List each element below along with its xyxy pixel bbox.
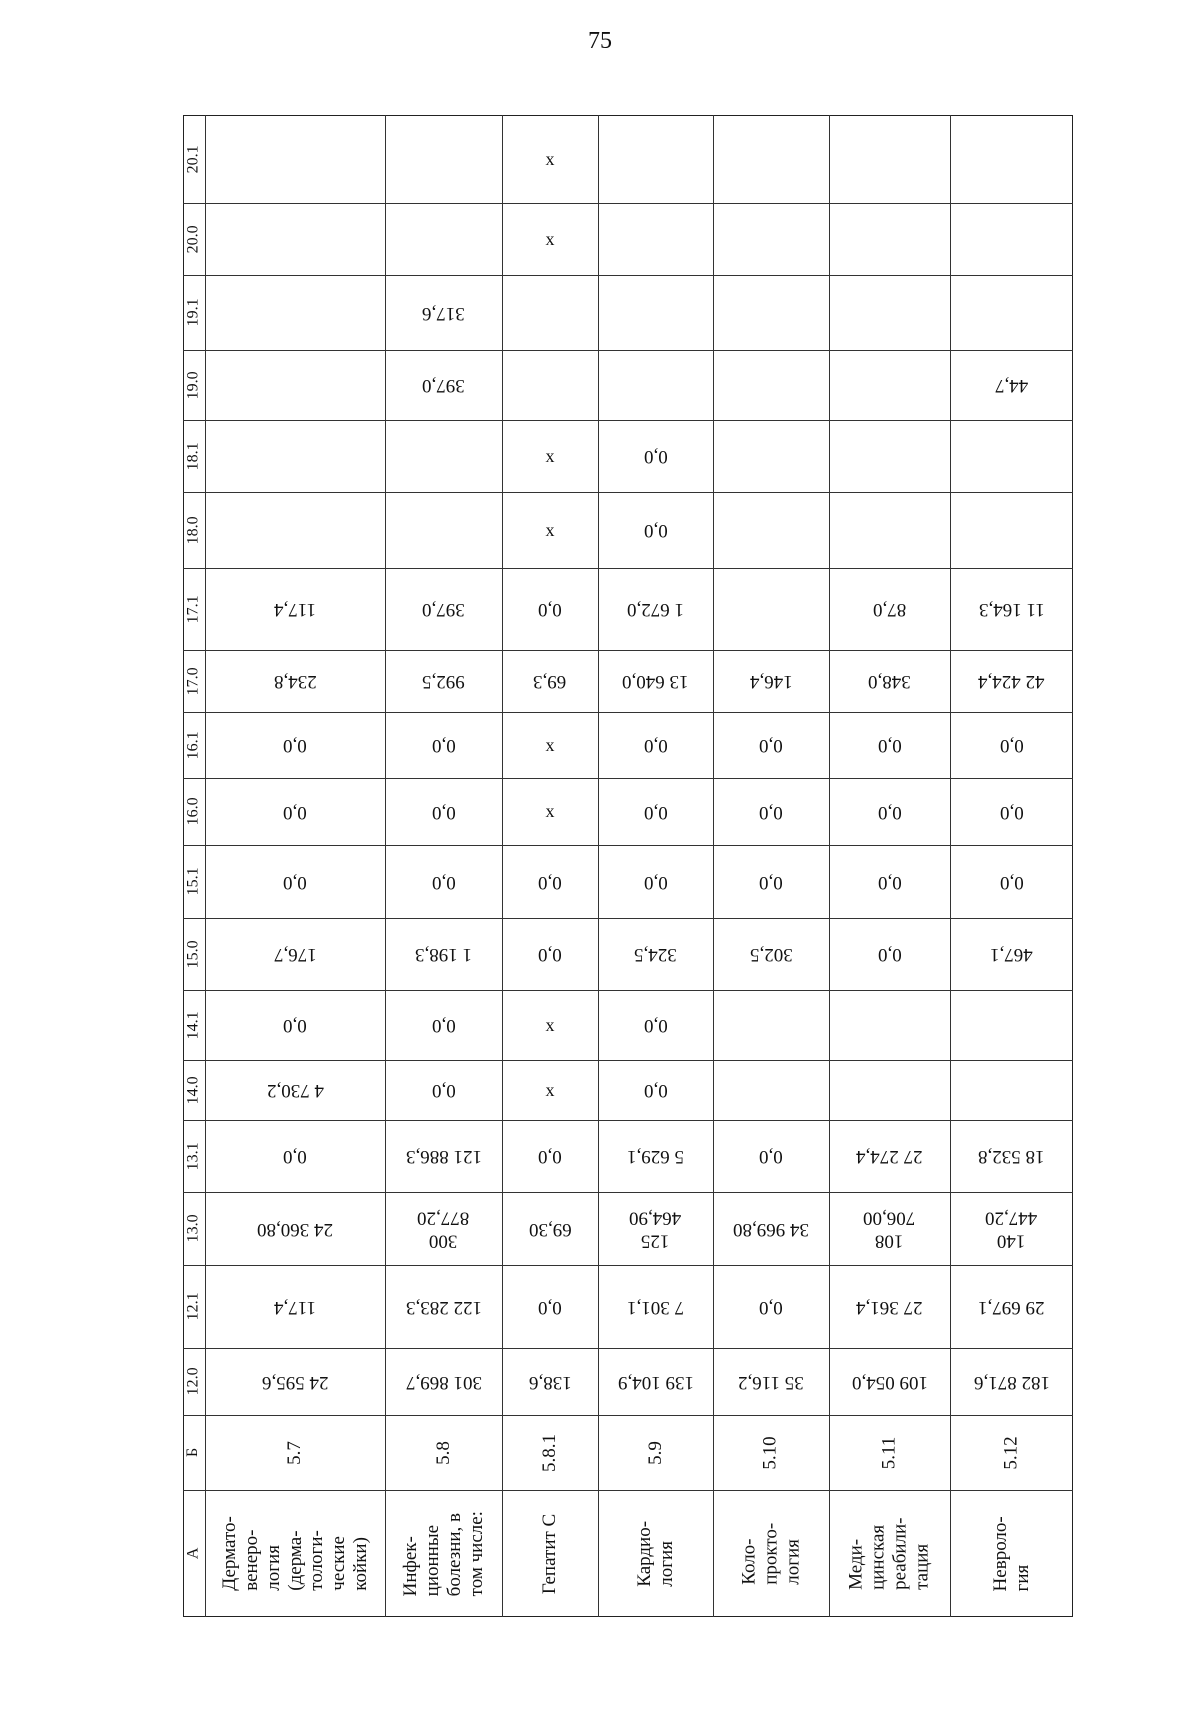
table-cell-text: 108 706,00 bbox=[863, 1207, 916, 1252]
column-header-16-0-text: 16.0 bbox=[184, 797, 202, 826]
table-cell-text: 29 697,1 bbox=[978, 1296, 1045, 1318]
table-cell-text: 176,7 bbox=[273, 943, 317, 965]
column-header-15-0 bbox=[183, 918, 205, 990]
table-cell bbox=[205, 568, 385, 650]
table-cell-text: 24 360,80 bbox=[257, 1218, 333, 1240]
table-cell bbox=[502, 1120, 598, 1192]
table-cell-text: 0,0 bbox=[759, 871, 783, 893]
table-cell-text: 0,0 bbox=[431, 1079, 456, 1101]
row-code bbox=[502, 1415, 598, 1490]
table-cell-text: 397,0 bbox=[422, 598, 465, 620]
table-cell-text: 1 198,3 bbox=[415, 943, 472, 965]
row-label bbox=[502, 1490, 598, 1617]
table-cell bbox=[829, 845, 950, 918]
table-cell-text: x bbox=[545, 1014, 555, 1035]
table-cell-text: 0,0 bbox=[759, 801, 783, 823]
table-cell-text: 348,0 bbox=[868, 670, 911, 692]
row-code bbox=[829, 1415, 950, 1490]
column-header-20-1-text: 20.1 bbox=[184, 144, 202, 173]
table-cell-text: 125 464,90 bbox=[629, 1207, 682, 1252]
table-cell-text: 138,6 bbox=[528, 1371, 572, 1393]
table-cell-text: 0,0 bbox=[877, 734, 902, 756]
table-cell bbox=[205, 990, 385, 1060]
column-header-a-text: А bbox=[184, 1547, 202, 1560]
table-cell bbox=[713, 845, 829, 918]
column-header-18-0-text: 18.0 bbox=[184, 515, 202, 544]
table-cell bbox=[205, 778, 385, 845]
table-cell bbox=[205, 1192, 385, 1265]
table-cell-text: x bbox=[545, 228, 555, 249]
table-cell-text: 182 871,6 bbox=[973, 1371, 1050, 1393]
table-cell-text: 234,8 bbox=[273, 670, 317, 692]
table-cell bbox=[950, 845, 1073, 918]
table-cell bbox=[950, 778, 1073, 845]
table-cell-text: 35 116,2 bbox=[738, 1371, 804, 1393]
table-cell-text: 117,4 bbox=[273, 598, 317, 620]
table-cell bbox=[950, 1265, 1073, 1348]
table-cell bbox=[385, 918, 502, 990]
row-code-text: 5.10 bbox=[760, 1435, 782, 1470]
row-code-text: 5.12 bbox=[1000, 1435, 1022, 1470]
table-cell bbox=[598, 650, 713, 712]
page-number: 75 bbox=[588, 28, 612, 54]
row-code bbox=[205, 1415, 385, 1490]
table-cell bbox=[829, 1265, 950, 1348]
row-code bbox=[950, 1415, 1073, 1490]
table-cell-text: 140 447,20 bbox=[985, 1207, 1038, 1252]
table-cell-text: 0,0 bbox=[643, 801, 668, 823]
column-header-15-0-text: 15.0 bbox=[184, 939, 202, 968]
table-cell-text: 0,0 bbox=[283, 734, 307, 756]
table-cell-text: 0,0 bbox=[759, 734, 783, 756]
table-cell-text: 109 054,0 bbox=[851, 1371, 928, 1393]
table-cell bbox=[502, 650, 598, 712]
column-header-20-0-text: 20.0 bbox=[184, 224, 202, 253]
column-header-13-1-text: 13.1 bbox=[184, 1141, 202, 1170]
column-header-12-0 bbox=[183, 1348, 205, 1415]
table-horizontal-rule bbox=[183, 203, 1073, 204]
table-cell-text: 5 629,1 bbox=[627, 1145, 684, 1167]
column-header-b-text: Б bbox=[184, 1447, 202, 1458]
table-cell-text: 397,0 bbox=[422, 374, 465, 396]
table-cell bbox=[829, 650, 950, 712]
table-cell-text: 0,0 bbox=[999, 871, 1024, 893]
table-cell bbox=[598, 712, 713, 778]
table-cell bbox=[502, 568, 598, 650]
table-cell-text: 0,0 bbox=[538, 1296, 562, 1318]
table-cell bbox=[385, 350, 502, 420]
table-cell-text: 0,0 bbox=[877, 871, 902, 893]
table-cell-text: 44,7 bbox=[994, 374, 1029, 396]
table-cell-text: 0,0 bbox=[283, 1014, 307, 1036]
table-cell bbox=[205, 918, 385, 990]
table-cell bbox=[829, 778, 950, 845]
table-cell bbox=[385, 1348, 502, 1415]
table-cell-text: 121 886,3 bbox=[405, 1145, 482, 1167]
table-cell bbox=[598, 1192, 713, 1265]
row-code-text: 5.9 bbox=[644, 1440, 666, 1465]
row-label bbox=[950, 1490, 1073, 1617]
table-cell-text: 0,0 bbox=[538, 871, 562, 893]
column-header-14-0-text: 14.0 bbox=[184, 1075, 202, 1104]
table-cell-text: 992,5 bbox=[422, 670, 465, 692]
row-code-text: 5.8.1 bbox=[539, 1433, 561, 1472]
table-cell bbox=[502, 1265, 598, 1348]
table-cell bbox=[713, 1120, 829, 1192]
table-cell bbox=[205, 1120, 385, 1192]
table-cell bbox=[205, 1265, 385, 1348]
column-header-19-0-text: 19.0 bbox=[184, 370, 202, 399]
column-header-18-1-text: 18.1 bbox=[184, 441, 202, 470]
table-cell-text: 0,0 bbox=[538, 943, 562, 965]
table-cell-text: 4 730,2 bbox=[266, 1079, 324, 1101]
column-header-16-1 bbox=[183, 712, 205, 778]
table-cell-text: 146,4 bbox=[749, 670, 793, 692]
table-cell-text: 27 361,4 bbox=[856, 1296, 923, 1318]
table-cell-text: x bbox=[545, 801, 555, 822]
table-cell bbox=[502, 115, 598, 203]
column-header-12-1 bbox=[183, 1265, 205, 1348]
table-cell-text: x bbox=[545, 148, 555, 169]
table-cell-text: 69,3 bbox=[533, 670, 567, 692]
table-cell bbox=[829, 918, 950, 990]
table-cell-text: 122 283,3 bbox=[405, 1296, 482, 1318]
table-cell bbox=[713, 650, 829, 712]
table-cell bbox=[829, 1348, 950, 1415]
table-cell-text: 13 640,0 bbox=[622, 670, 689, 692]
row-label bbox=[713, 1490, 829, 1617]
table-cell bbox=[205, 650, 385, 712]
table-cell-text: 0,0 bbox=[643, 445, 668, 467]
table-cell-text: 27 274,4 bbox=[856, 1145, 923, 1167]
table-cell-text: 11 164,3 bbox=[978, 598, 1045, 620]
column-header-19-1 bbox=[183, 275, 205, 350]
table-cell-text: 0,0 bbox=[999, 801, 1024, 823]
table-cell bbox=[598, 778, 713, 845]
column-header-13-1 bbox=[183, 1120, 205, 1192]
table-cell bbox=[598, 1265, 713, 1348]
row-label-text: Кардио- логия bbox=[633, 1520, 677, 1587]
table-cell-text: 24 595,6 bbox=[261, 1371, 329, 1393]
table-cell bbox=[385, 1120, 502, 1192]
row-label bbox=[205, 1490, 385, 1617]
table-cell-text: 0,0 bbox=[538, 1145, 562, 1167]
table-cell-text: 300 877,20 bbox=[417, 1207, 470, 1252]
table-cell bbox=[829, 568, 950, 650]
table-cell-text: x bbox=[545, 1079, 555, 1100]
table-cell-text: 87,0 bbox=[872, 598, 907, 620]
table-cell bbox=[385, 990, 502, 1060]
table-cell-text: 42 424,4 bbox=[978, 670, 1045, 692]
table-cell-text: 0,0 bbox=[877, 943, 902, 965]
column-header-14-1-text: 14.1 bbox=[184, 1010, 202, 1039]
table-cell bbox=[713, 1265, 829, 1348]
table-cell-text: 0,0 bbox=[759, 1296, 783, 1318]
table-cell bbox=[829, 1192, 950, 1265]
row-code-text: 5.8 bbox=[432, 1440, 454, 1465]
column-header-a bbox=[183, 1490, 205, 1617]
table-cell bbox=[385, 845, 502, 918]
table-cell bbox=[598, 1348, 713, 1415]
column-header-20-0 bbox=[183, 203, 205, 275]
table-cell bbox=[502, 918, 598, 990]
table-cell-text: 0,0 bbox=[283, 1145, 307, 1167]
table-cell bbox=[502, 420, 598, 492]
table-cell bbox=[950, 350, 1073, 420]
table-cell-text: 0,0 bbox=[999, 734, 1024, 756]
table-cell bbox=[502, 203, 598, 275]
table-cell-text: 302,5 bbox=[749, 943, 793, 965]
column-header-13-0-text: 13.0 bbox=[184, 1214, 202, 1243]
table-cell bbox=[502, 990, 598, 1060]
row-label bbox=[829, 1490, 950, 1617]
table-cell bbox=[205, 1060, 385, 1120]
table-cell-text: 117,4 bbox=[273, 1296, 317, 1318]
table-cell bbox=[598, 990, 713, 1060]
table-cell bbox=[502, 1192, 598, 1265]
table-cell bbox=[829, 712, 950, 778]
table-cell bbox=[205, 1348, 385, 1415]
table-cell bbox=[502, 712, 598, 778]
row-label-text: Коло- прокто- логия bbox=[738, 1522, 803, 1585]
table-cell bbox=[385, 1060, 502, 1120]
table-cell bbox=[502, 1060, 598, 1120]
table-cell-text: 0,0 bbox=[283, 871, 307, 893]
row-label-text: Меди- цинская реабили- тация bbox=[845, 1517, 933, 1590]
table-cell bbox=[598, 845, 713, 918]
table-cell-text: 1 672,0 bbox=[627, 598, 684, 620]
table-cell-text: 69,30 bbox=[528, 1218, 572, 1240]
table-cell bbox=[502, 845, 598, 918]
table-cell bbox=[598, 1060, 713, 1120]
table-cell bbox=[713, 918, 829, 990]
table-cell bbox=[385, 1192, 502, 1265]
column-header-17-1-text: 17.1 bbox=[184, 594, 202, 623]
table-cell-text: 0,0 bbox=[877, 801, 902, 823]
table-cell bbox=[385, 778, 502, 845]
column-header-15-1 bbox=[183, 845, 205, 918]
row-code-text: 5.11 bbox=[878, 1436, 900, 1469]
column-header-16-1-text: 16.1 bbox=[184, 730, 202, 759]
table-cell bbox=[950, 712, 1073, 778]
table-cell-text: 0,0 bbox=[643, 871, 668, 893]
column-header-12-1-text: 12.1 bbox=[184, 1292, 202, 1321]
table-cell bbox=[829, 1120, 950, 1192]
table-cell bbox=[598, 420, 713, 492]
row-code bbox=[713, 1415, 829, 1490]
column-header-b bbox=[183, 1415, 205, 1490]
row-code bbox=[385, 1415, 502, 1490]
column-header-17-0-text: 17.0 bbox=[184, 666, 202, 695]
column-header-15-1-text: 15.1 bbox=[184, 867, 202, 896]
table-horizontal-rule bbox=[183, 275, 1073, 276]
table-cell bbox=[502, 492, 598, 568]
column-header-14-1 bbox=[183, 990, 205, 1060]
column-header-20-1 bbox=[183, 115, 205, 203]
table-cell-text: 0,0 bbox=[283, 801, 307, 823]
table-cell bbox=[385, 275, 502, 350]
table-cell bbox=[385, 650, 502, 712]
column-header-19-1-text: 19.1 bbox=[184, 298, 202, 327]
table-cell bbox=[950, 1120, 1073, 1192]
row-label-text: Гепатит С bbox=[539, 1513, 561, 1594]
table-cell-text: x bbox=[545, 445, 555, 466]
column-header-16-0 bbox=[183, 778, 205, 845]
table-horizontal-rule bbox=[183, 350, 1073, 351]
table-cell bbox=[598, 918, 713, 990]
table-cell bbox=[205, 712, 385, 778]
table-cell-text: 0,0 bbox=[643, 1014, 668, 1036]
table-cell-text: 0,0 bbox=[759, 1145, 783, 1167]
table-cell bbox=[950, 650, 1073, 712]
column-header-17-0 bbox=[183, 650, 205, 712]
table-cell bbox=[950, 918, 1073, 990]
table-cell-text: 0,0 bbox=[643, 1079, 668, 1101]
table-cell bbox=[713, 778, 829, 845]
row-label-text: Невроло- гия bbox=[989, 1515, 1033, 1592]
table-cell bbox=[950, 1192, 1073, 1265]
table-cell-text: 34 969,80 bbox=[733, 1218, 809, 1240]
table-cell-text: 317,6 bbox=[422, 302, 465, 324]
column-header-14-0 bbox=[183, 1060, 205, 1120]
column-header-13-0 bbox=[183, 1192, 205, 1265]
table-cell bbox=[713, 1348, 829, 1415]
table-cell bbox=[205, 845, 385, 918]
table-cell-text: 0,0 bbox=[431, 1014, 456, 1036]
table-cell-text: 0,0 bbox=[643, 734, 668, 756]
table-cell-text: 7 301,1 bbox=[627, 1296, 684, 1318]
row-label-text: Дермато- венеро- логия (дерма- тологи- ческие койки) bbox=[218, 1516, 371, 1591]
row-label bbox=[385, 1490, 502, 1617]
table-cell bbox=[713, 1192, 829, 1265]
table-cell-text: 139 104,9 bbox=[617, 1371, 694, 1393]
row-code-text: 5.7 bbox=[284, 1440, 306, 1465]
table-cell bbox=[950, 568, 1073, 650]
table-cell bbox=[950, 1348, 1073, 1415]
column-header-17-1 bbox=[183, 568, 205, 650]
table-cell-text: 0,0 bbox=[538, 598, 562, 620]
table-cell bbox=[385, 568, 502, 650]
column-header-12-0-text: 12.0 bbox=[184, 1367, 202, 1396]
table-cell-text: x bbox=[545, 734, 555, 755]
table-cell bbox=[598, 492, 713, 568]
table-cell-text: 301 869,7 bbox=[405, 1371, 482, 1393]
table-cell-text: 324,5 bbox=[634, 943, 677, 965]
table-cell bbox=[502, 778, 598, 845]
table-cell-text: 0,0 bbox=[431, 734, 456, 756]
table-cell-text: 0,0 bbox=[431, 801, 456, 823]
table-cell-text: 0,0 bbox=[643, 519, 668, 541]
table-cell-text: 467,1 bbox=[990, 943, 1033, 965]
table-cell bbox=[598, 1120, 713, 1192]
table-cell bbox=[502, 1348, 598, 1415]
table-cell bbox=[598, 568, 713, 650]
column-header-18-1 bbox=[183, 420, 205, 492]
table-cell bbox=[385, 1265, 502, 1348]
table-cell-text: 18 532,8 bbox=[978, 1145, 1045, 1167]
row-label-text: Инфек- ционные болезни, в том числе: bbox=[399, 1510, 487, 1597]
row-label bbox=[598, 1490, 713, 1617]
column-header-19-0 bbox=[183, 350, 205, 420]
column-header-18-0 bbox=[183, 492, 205, 568]
table-cell-text: x bbox=[545, 519, 555, 540]
table-cell bbox=[385, 712, 502, 778]
row-code bbox=[598, 1415, 713, 1490]
table-cell-text: 0,0 bbox=[431, 871, 456, 893]
table-cell bbox=[713, 712, 829, 778]
